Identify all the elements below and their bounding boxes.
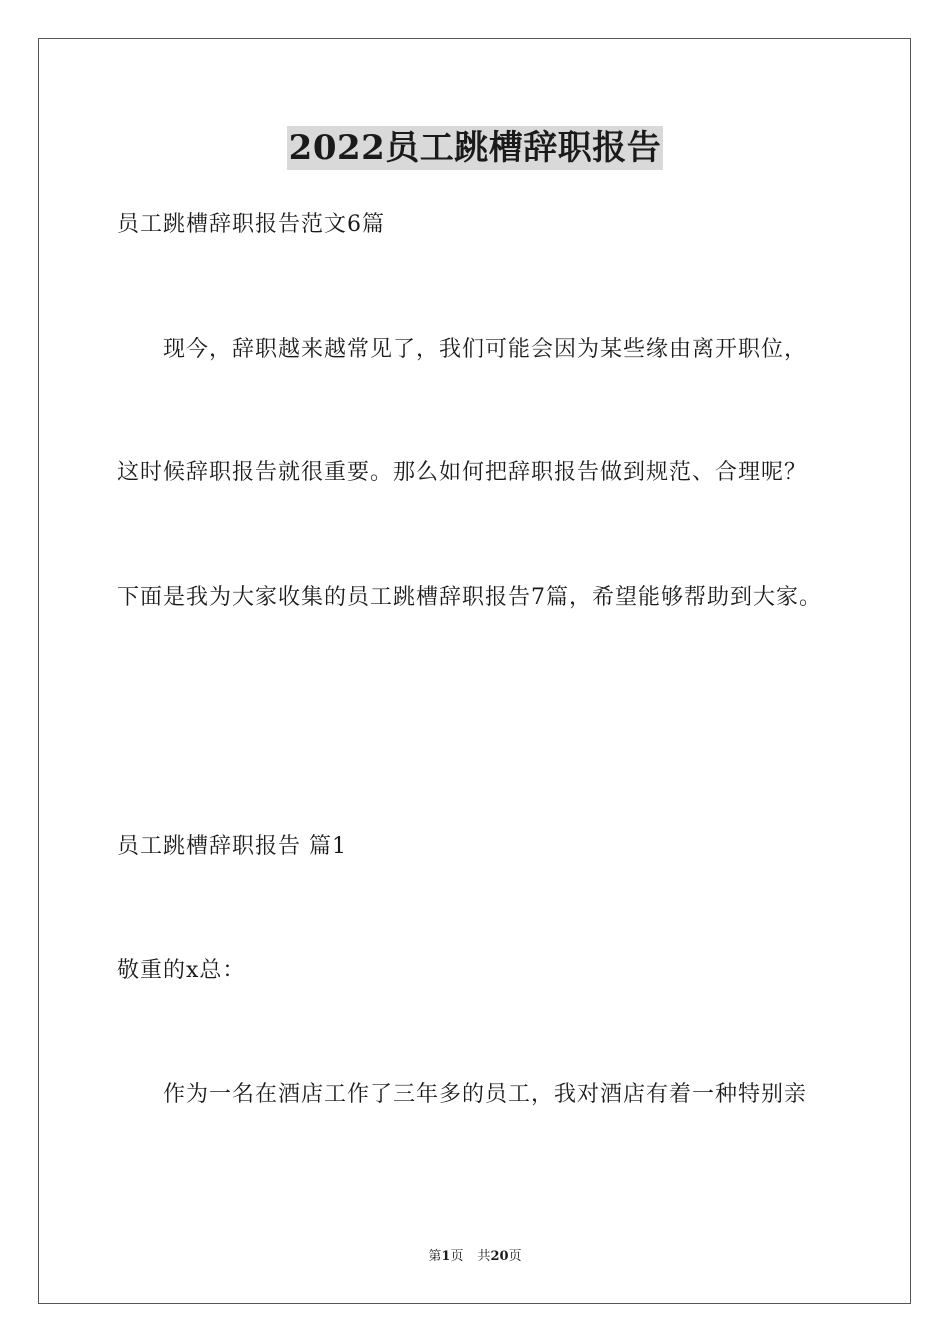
- footer-total-prefix: 共: [477, 1249, 491, 1264]
- footer-page-prefix: 第: [428, 1249, 442, 1264]
- paragraph-line: 现今，辞职越来越常见了，我们可能会因为某些缘由离开职位，: [163, 337, 808, 362]
- paragraph-line: 这时候辞职报告就很重要。那么如何把辞职报告做到规范、合理呢？: [117, 460, 808, 485]
- paragraph-line: 下面是我为大家收集的员工跳槽辞职报告7篇，希望能够帮助到大家。: [117, 585, 822, 610]
- section-heading: 员工跳槽辞职报告 篇1: [117, 834, 347, 859]
- footer-page-number: 1: [441, 1249, 451, 1264]
- title-container: [0, 126, 950, 170]
- page-footer: [0, 1248, 950, 1266]
- footer-total-suffix: 页: [508, 1249, 522, 1264]
- document-title: 2022员工跳槽辞职报告: [288, 128, 662, 168]
- paragraph-line: 作为一名在酒店工作了三年多的员工，我对酒店有着一种特别亲: [163, 1082, 808, 1107]
- footer-total-pages: 20: [490, 1249, 509, 1264]
- footer-page-suffix: 页: [450, 1249, 464, 1264]
- salutation: 敬重的x总：: [117, 958, 246, 983]
- subtitle-line: 员工跳槽辞职报告范文6篇: [117, 212, 385, 237]
